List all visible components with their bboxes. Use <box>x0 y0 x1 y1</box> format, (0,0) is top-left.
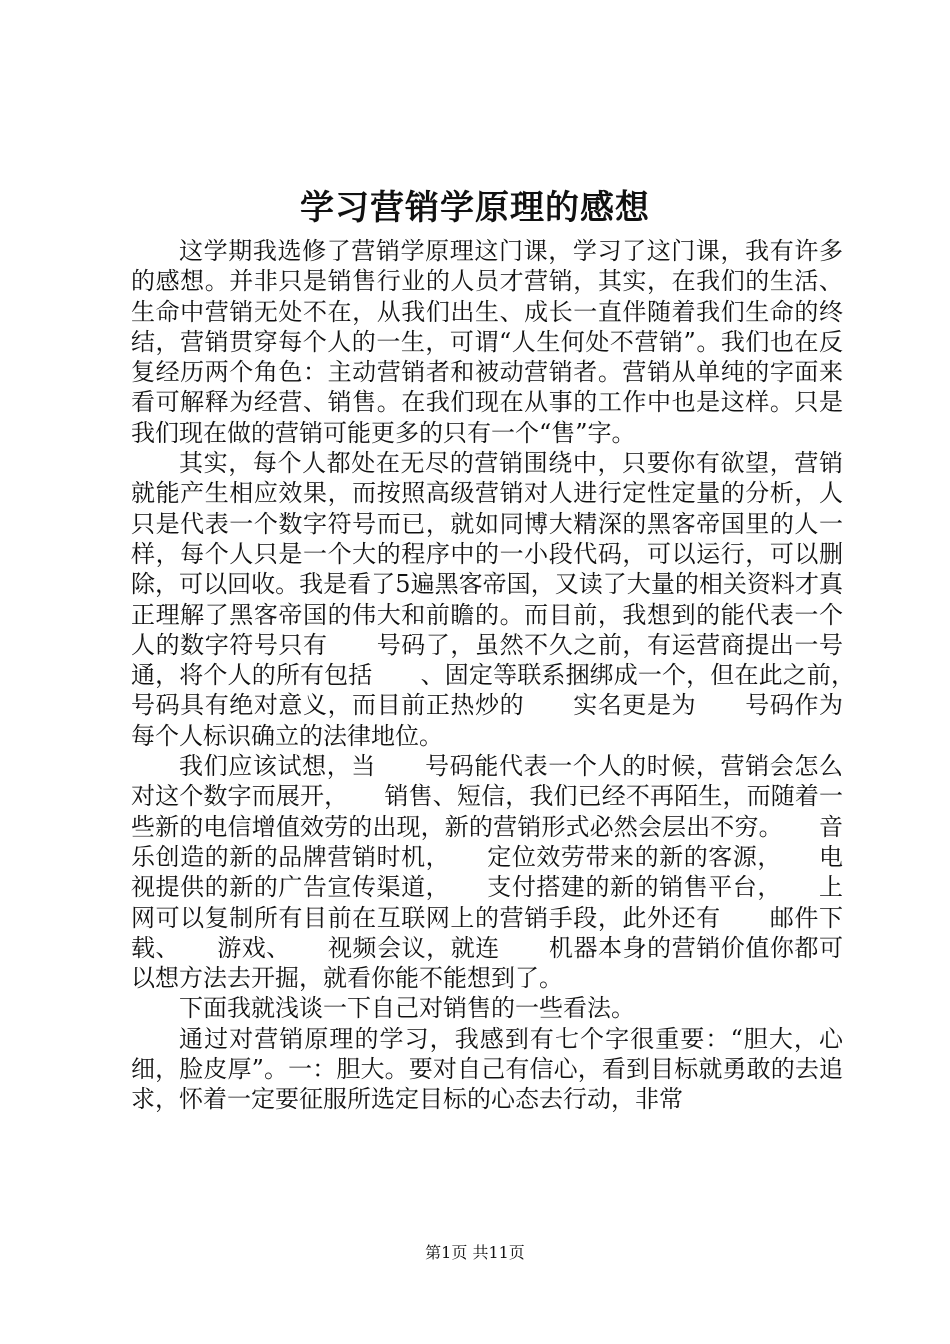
page-number-footer: 第1页 共11页 <box>425 1243 525 1262</box>
paragraph: 我们应该试想，当 号码能代表一个人的时候，营销会怎么对这个数字而展开， 销售、短信，我们已经不再陌生，而随着一些新的电信增值效劳的出现，新的营销形式必然会层出不穷。 音乐创造的新的品牌营销时机， 定位效劳带来的新的客源， 电视提供的新的广告宣传渠道， 支付搭建的新的销售平台， 上网可以复制所有目前在互联网上的营销手段，此外还有 邮件下载、 游戏、 视频会议，就连 机器本身的营销价值你都可以想方法去开掘，就看你能不能想到了。 <box>131 752 843 993</box>
paragraph: 通过对营销原理的学习，我感到有七个字很重要：“胆大，心细，脸皮厚”。一：胆大。要对自己有信心，看到目标就勇敢的去追求，怀着一定要征服所选定目标的心态去行动，非常 <box>131 1024 843 1114</box>
document-title: 学习营销学原理的感想 <box>300 188 650 228</box>
document-body <box>131 236 891 1115</box>
paragraph: 其实，每个人都处在无尽的营销围绕中，只要你有欲望，营销就能产生相应效果，而按照高级营销对人进行定性定量的分析，人只是代表一个数字符号而已，就如同博大精深的黑客帝国里的人一样，每个人只是一个大的程序中的一小段代码，可以运行，可以删除，可以回收。我是看了5遍黑客帝国，又读了大量的相关资料才真正理解了黑客帝国的伟大和前瞻的。而目前，我想到的能代表一个人的数字符号只有 号码了，虽然不久之前，有运营商提出一号通，将个人的所有包括 、固定等联系捆绑成一个，但在此之前， 号码具有绝对意义，而目前正热炒的 实名更是为 号码作为每个人标识确立的法律地位。 <box>131 449 891 750</box>
paragraph: 这学期我选修了营销学原理这门课，学习了这门课，我有许多的感想。并非只是销售行业的人员才营销，其实，在我们的生活、生命中营销无处不在，从我们出生、成长一直伴随着我们生命的终结，营销贯穿每个人的一生，可谓“人生何处不营销”。我们也在反复经历两个角色：主动营销者和被动营销者。营销从单纯的字面来看可解释为经营、销售。在我们现在从事的工作中也是这样。只是我们现在做的营销可能更多的只有一个“售”字。 <box>131 237 843 447</box>
paragraph: 下面我就浅谈一下自己对销售的一些看法。 <box>179 994 635 1023</box>
